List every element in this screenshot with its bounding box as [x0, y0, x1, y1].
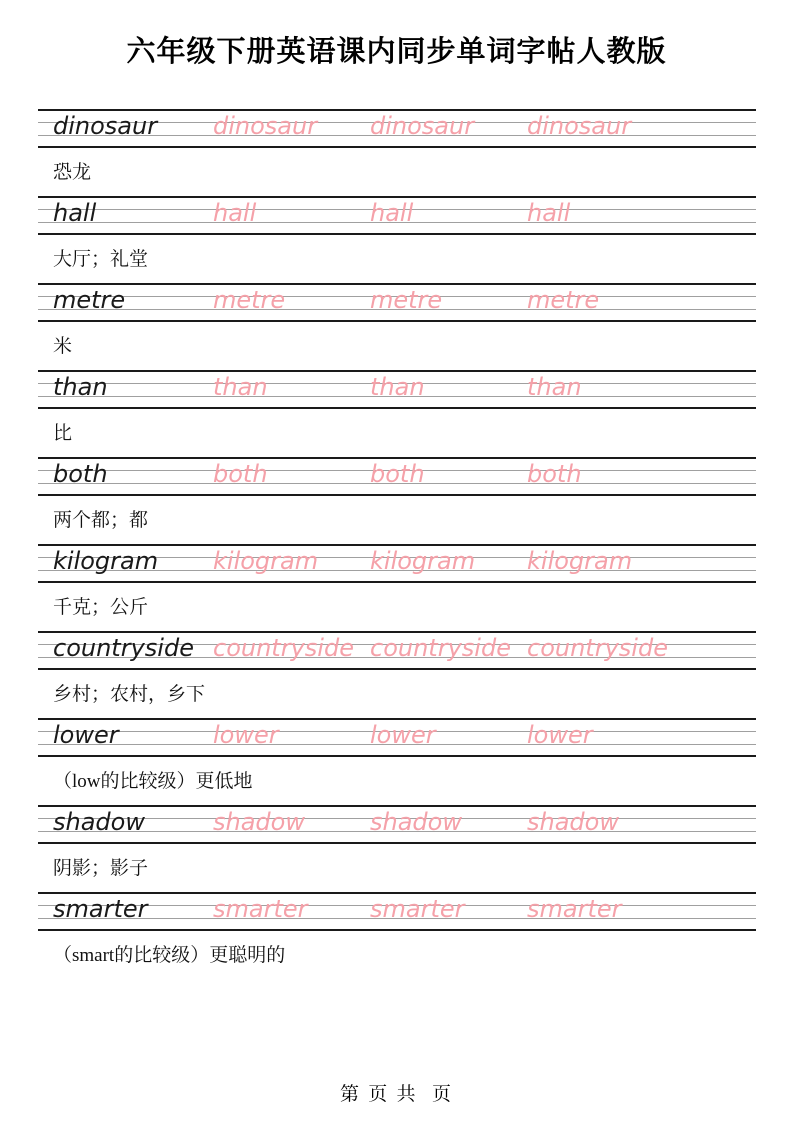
word-trace-copy-1: shadow: [213, 808, 305, 836]
word-trace-copy-3: countryside: [527, 634, 668, 662]
word-trace-copy-2: smarter: [370, 895, 465, 923]
word-trace-copy-1: both: [213, 460, 268, 488]
word-row: [38, 457, 756, 492]
word-trace-copy-3: lower: [527, 721, 593, 749]
word-meaning-chinese: 两个都；都: [53, 510, 149, 531]
word-meaning-chinese: 乡村；农村，乡下: [53, 684, 206, 705]
word-practice-block: [38, 283, 756, 370]
word-meaning-chinese: 米: [53, 336, 73, 357]
page-footer: 第 页 共 页: [339, 1084, 454, 1105]
word-trace-copy-3: kilogram: [527, 547, 633, 575]
ruling-line-bottom: [38, 407, 756, 409]
ruling-line-bottom: [38, 320, 756, 322]
ruling-line-bottom: [38, 233, 756, 235]
word-trace-copy-2: countryside: [370, 634, 511, 662]
ruling-line-bottom: [38, 494, 756, 496]
word-meaning-chinese: （low的比较级）更低地: [53, 771, 253, 792]
word-meaning-chinese: 大厅；礼堂: [53, 249, 149, 270]
word-row: [38, 196, 756, 231]
word-trace-copy-3: than: [527, 373, 582, 401]
word-trace-copy-1: lower: [213, 721, 279, 749]
word-trace-copy-1: hall: [213, 199, 257, 227]
word-trace-copy-2: dinosaur: [370, 112, 475, 140]
ruling-line-bottom: [38, 929, 756, 931]
word-trace-copy-1: kilogram: [213, 547, 319, 575]
word-practice-block: [38, 457, 756, 544]
ruling-line-bottom: [38, 668, 756, 670]
word-practice-block: [38, 892, 756, 979]
ruling-line-bottom: [38, 146, 756, 148]
word-meaning-chinese: 阴影；影子: [53, 858, 149, 879]
word-trace-copy-3: smarter: [527, 895, 622, 923]
word-trace-copy-2: both: [370, 460, 425, 488]
word-model-text: than: [53, 373, 108, 401]
word-trace-copy-3: hall: [527, 199, 571, 227]
page-title: 六年级下册英语课内同步单词字帖人教版: [126, 36, 667, 68]
word-practice-block: [38, 370, 756, 457]
word-practice-block: [38, 544, 756, 631]
word-row: [38, 631, 756, 666]
word-row: [38, 370, 756, 405]
word-row: [38, 718, 756, 753]
word-trace-copy-3: dinosaur: [527, 112, 632, 140]
word-trace-copy-3: both: [527, 460, 582, 488]
word-trace-copy-2: kilogram: [370, 547, 476, 575]
ruling-line-bottom: [38, 755, 756, 757]
word-practice-list: [38, 109, 756, 979]
word-meaning-chinese: （smart的比较级）更聪明的: [53, 945, 286, 966]
word-model-text: kilogram: [53, 547, 159, 575]
word-trace-copy-3: metre: [527, 286, 600, 314]
word-trace-copy-2: than: [370, 373, 425, 401]
word-meaning-chinese: 比: [53, 423, 73, 444]
word-model-text: both: [53, 460, 108, 488]
ruling-line-bottom: [38, 842, 756, 844]
word-trace-copy-2: shadow: [370, 808, 462, 836]
word-trace-copy-2: metre: [370, 286, 443, 314]
word-trace-copy-1: metre: [213, 286, 286, 314]
ruling-line-bottom: [38, 581, 756, 583]
word-row: [38, 283, 756, 318]
word-practice-block: [38, 196, 756, 283]
word-model-text: hall: [53, 199, 97, 227]
word-trace-copy-2: hall: [370, 199, 414, 227]
word-model-text: countryside: [53, 634, 194, 662]
word-row: [38, 805, 756, 840]
word-model-text: smarter: [53, 895, 148, 923]
word-trace-copy-2: lower: [370, 721, 436, 749]
word-model-text: lower: [53, 721, 119, 749]
word-model-text: shadow: [53, 808, 145, 836]
word-row: [38, 892, 756, 927]
word-model-text: metre: [53, 286, 126, 314]
word-row: [38, 544, 756, 579]
word-trace-copy-1: countryside: [213, 634, 354, 662]
word-meaning-chinese: 千克；公斤: [53, 597, 149, 618]
word-practice-block: [38, 718, 756, 805]
word-practice-block: [38, 631, 756, 718]
word-practice-block: [38, 109, 756, 196]
word-trace-copy-1: than: [213, 373, 268, 401]
word-row: [38, 109, 756, 144]
word-trace-copy-1: smarter: [213, 895, 308, 923]
word-trace-copy-1: dinosaur: [213, 112, 318, 140]
word-model-text: dinosaur: [53, 112, 158, 140]
word-meaning-chinese: 恐龙: [53, 162, 92, 183]
word-trace-copy-3: shadow: [527, 808, 619, 836]
word-practice-block: [38, 805, 756, 892]
